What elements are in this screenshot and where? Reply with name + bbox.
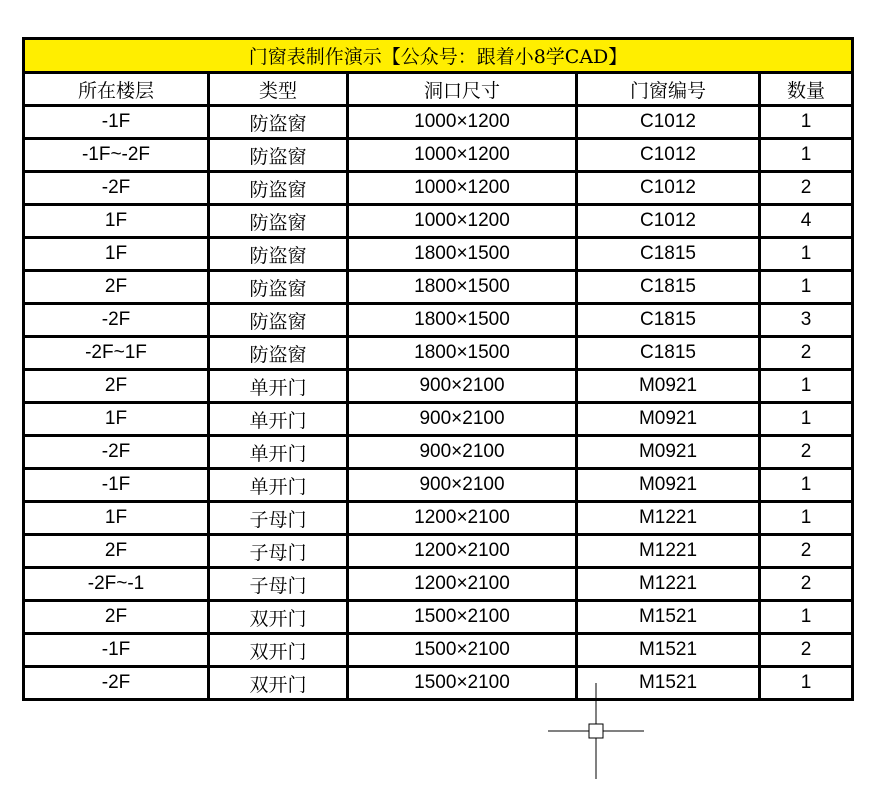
cell-code: C1012 xyxy=(578,140,761,170)
cell-floor: 1F xyxy=(25,503,210,533)
cell-type: 防盗窗 xyxy=(210,173,349,203)
table-row[interactable] xyxy=(25,569,851,602)
cell-floor: -2F~1F xyxy=(25,338,210,368)
table-header-row xyxy=(25,74,851,107)
cell-floor: 1F xyxy=(25,239,210,269)
cell-type: 防盗窗 xyxy=(210,206,349,236)
cell-code: M0921 xyxy=(578,470,761,500)
cell-opening-size: 1800×1500 xyxy=(349,338,578,368)
table-row[interactable] xyxy=(25,668,851,698)
cell-opening-size: 1200×2100 xyxy=(349,536,578,566)
cell-code: M1221 xyxy=(578,503,761,533)
cell-opening-size: 1500×2100 xyxy=(349,635,578,665)
cell-type: 单开门 xyxy=(210,404,349,434)
cell-quantity: 1 xyxy=(800,672,812,693)
cell-floor: 1F xyxy=(25,206,210,236)
cell-floor: 2F xyxy=(25,536,210,566)
cell-quantity: 2 xyxy=(800,177,812,198)
cell-type: 子母门 xyxy=(210,536,349,566)
cell-code: M0921 xyxy=(578,404,761,434)
table-title: 门窗表制作演示【公众号：跟着小8学CAD】 xyxy=(25,40,851,74)
table-row[interactable] xyxy=(25,338,851,371)
cell-quantity: 1 xyxy=(800,606,812,627)
cell-floor: -1F xyxy=(25,635,210,665)
table-row[interactable] xyxy=(25,602,851,635)
table-row[interactable] xyxy=(25,206,851,239)
cell-code: C1012 xyxy=(578,107,761,137)
cell-opening-size: 900×2100 xyxy=(349,371,578,401)
table-row[interactable] xyxy=(25,305,851,338)
header-code: 门窗编号 xyxy=(578,74,761,104)
cell-code: M1221 xyxy=(578,569,761,599)
cell-quantity: 1 xyxy=(800,375,812,396)
cell-floor: -2F~-1 xyxy=(25,569,210,599)
cell-floor: 2F xyxy=(25,602,210,632)
cell-type: 防盗窗 xyxy=(210,338,349,368)
cell-quantity: 1 xyxy=(800,408,812,429)
cell-opening-size: 1800×1500 xyxy=(349,305,578,335)
cell-quantity: 1 xyxy=(800,111,812,132)
cell-opening-size: 900×2100 xyxy=(349,437,578,467)
cell-type: 双开门 xyxy=(210,602,349,632)
cell-type: 单开门 xyxy=(210,437,349,467)
cell-type: 子母门 xyxy=(210,503,349,533)
cell-opening-size: 1800×1500 xyxy=(349,239,578,269)
cell-opening-size: 1000×1200 xyxy=(349,107,578,137)
cell-type: 子母门 xyxy=(210,569,349,599)
cell-quantity: 3 xyxy=(800,309,812,330)
cell-type: 单开门 xyxy=(210,470,349,500)
cell-quantity: 2 xyxy=(800,639,812,660)
cell-type: 防盗窗 xyxy=(210,305,349,335)
cell-code: C1815 xyxy=(578,338,761,368)
table-row[interactable] xyxy=(25,173,851,206)
door-window-table[interactable] xyxy=(22,37,854,701)
cell-type: 单开门 xyxy=(210,371,349,401)
header-type: 类型 xyxy=(210,74,349,104)
table-row[interactable] xyxy=(25,239,851,272)
cell-type: 防盗窗 xyxy=(210,107,349,137)
cell-floor: 1F xyxy=(25,404,210,434)
cell-code: M0921 xyxy=(578,437,761,467)
cell-quantity: 2 xyxy=(800,540,812,561)
cell-quantity: 1 xyxy=(800,276,812,297)
table-row[interactable] xyxy=(25,635,851,668)
table-row[interactable] xyxy=(25,371,851,404)
cell-opening-size: 1800×1500 xyxy=(349,272,578,302)
cell-opening-size: 1000×1200 xyxy=(349,206,578,236)
cell-opening-size: 1500×2100 xyxy=(349,668,578,698)
table-row[interactable] xyxy=(25,503,851,536)
table-row[interactable] xyxy=(25,470,851,503)
cell-floor: -1F xyxy=(25,470,210,500)
cell-floor: -2F xyxy=(25,305,210,335)
cell-type: 防盗窗 xyxy=(210,272,349,302)
cell-type: 双开门 xyxy=(210,635,349,665)
header-opening-size: 洞口尺寸 xyxy=(349,74,578,104)
cell-opening-size: 1500×2100 xyxy=(349,602,578,632)
cell-quantity: 4 xyxy=(800,210,812,231)
cell-code: M1521 xyxy=(578,602,761,632)
table-row[interactable] xyxy=(25,107,851,140)
cell-type: 防盗窗 xyxy=(210,239,349,269)
cell-code: C1815 xyxy=(578,239,761,269)
crosshair-icon xyxy=(548,683,644,779)
cell-floor: -2F xyxy=(25,668,210,698)
cell-quantity: 2 xyxy=(800,441,812,462)
cell-opening-size: 1200×2100 xyxy=(349,503,578,533)
cell-type: 防盗窗 xyxy=(210,140,349,170)
cell-opening-size: 900×2100 xyxy=(349,470,578,500)
cell-code: M0921 xyxy=(578,371,761,401)
cell-type: 双开门 xyxy=(210,668,349,698)
cell-quantity: 1 xyxy=(800,144,812,165)
cell-code: C1815 xyxy=(578,305,761,335)
table-row[interactable] xyxy=(25,536,851,569)
cell-opening-size: 1200×2100 xyxy=(349,569,578,599)
cell-floor: 2F xyxy=(25,371,210,401)
cell-quantity: 1 xyxy=(800,243,812,264)
cell-quantity: 2 xyxy=(800,573,812,594)
cell-floor: -1F xyxy=(25,107,210,137)
cell-code: C1815 xyxy=(578,272,761,302)
cell-floor: -2F xyxy=(25,173,210,203)
table-row[interactable] xyxy=(25,140,851,173)
cell-floor: -1F~-2F xyxy=(25,140,210,170)
table-row[interactable] xyxy=(25,437,851,470)
cell-code: M1521 xyxy=(578,635,761,665)
cell-opening-size: 1000×1200 xyxy=(349,173,578,203)
cell-code: C1012 xyxy=(578,173,761,203)
cell-quantity: 1 xyxy=(800,507,812,528)
cell-floor: -2F xyxy=(25,437,210,467)
header-quantity: 数量 xyxy=(786,79,825,102)
cell-code: M1221 xyxy=(578,536,761,566)
cell-quantity: 2 xyxy=(800,342,812,363)
cell-code: C1012 xyxy=(578,206,761,236)
table-row[interactable] xyxy=(25,272,851,305)
cell-quantity: 1 xyxy=(800,474,812,495)
table-row[interactable] xyxy=(25,404,851,437)
cell-floor: 2F xyxy=(25,272,210,302)
cell-opening-size: 900×2100 xyxy=(349,404,578,434)
cell-code: M1521 xyxy=(578,668,761,698)
cell-opening-size: 1000×1200 xyxy=(349,140,578,170)
header-floor: 所在楼层 xyxy=(25,74,210,104)
